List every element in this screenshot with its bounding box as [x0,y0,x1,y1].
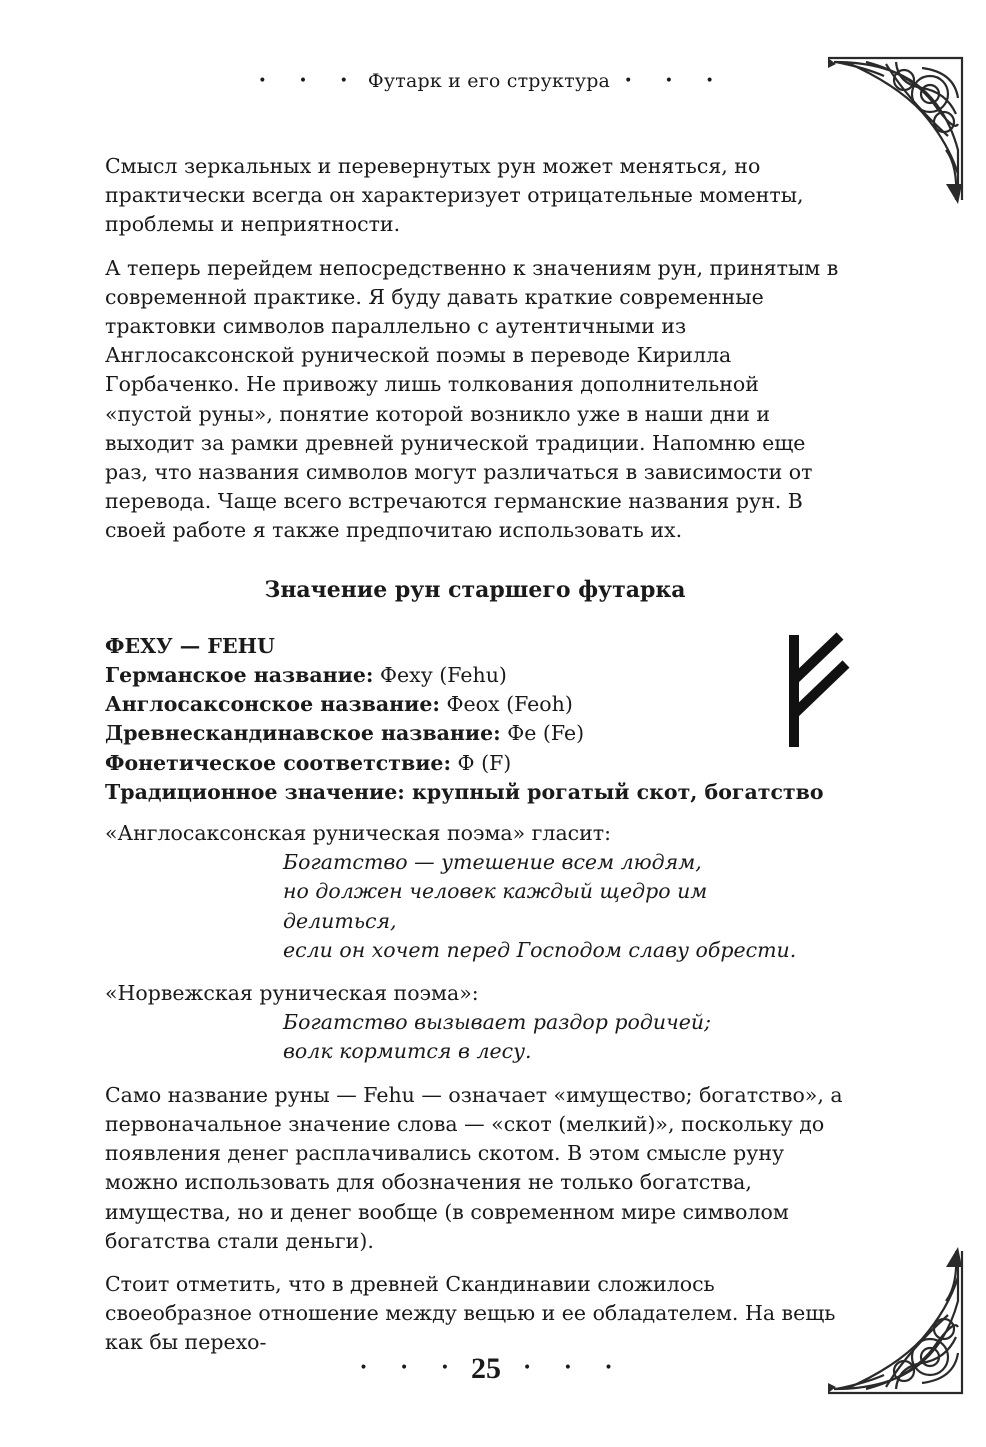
paragraph-1: Смысл зеркальных и перевернутых рун может меняться, но практически всегда он характеризует отрицательные моменты, проблемы и неприятности. [105,154,804,237]
page-content [105,152,845,1372]
rune-anglosaxon-name: Англосаксонское название: Феох (Feoh) [105,692,573,717]
rune-heading: ФЕХУ — FEHU [105,633,275,658]
rune-info-block [105,632,845,807]
anglosaxon-poem-intro: «Англосаксонская руническая поэма» гласит: [105,821,612,846]
celtic-knot-corner-top-icon [826,54,966,204]
anglosaxon-poem [283,848,845,965]
paragraph-2: А теперь перейдем непосредственно к значениям рун, принятым в современной практике. Я буду давать краткие современные трактовки символов параллельно с аутентичными из Англосаксонской рунической поэмы в переводе Кирилла Горбаченко. Не привожу лишь толкования дополнительной «пустой руны», понятие которой возникло уже в наши дни и выходит за рамки древней рунической традиции. Напомню еще раз, что названия символов могут различаться в зависимости от перевода. Чаще всего встречаются германские названия рун. В своей работе я также предпочитаю использовать их. [105,255,839,543]
rune-oldnorse-name: Древнескандинавское название: Фе (Fe) [105,721,585,746]
page-footer [0,1352,986,1386]
header-dots-left: • • • [258,73,362,89]
rune-phonetic: Фонетическое соответствие: Ф (F) [105,750,512,775]
page-number: 25 [471,1352,501,1385]
paragraph-3: Само название руны — Fehu — означает «имущество; богатство», а первоначальное значение слова — «скот (мелкий)», поскольку до появления денег расплачивались скотом. В этом смысле руну можно использовать для обозначения не только богатства, имущества, но и денег вообще (в современном мире символом богатства стали деньги). [105,1082,843,1253]
paragraph-4: Стоит отметить, что в древней Скандинавии сложилось своеобразное отношение между вещью и ее обладателем. На вещь как бы перехо- [105,1271,836,1355]
footer-dots-right: • • • [523,1360,627,1376]
rune-traditional-meaning: Традиционное значение: крупный рогатый скот, богатство [105,779,824,804]
norwegian-poem [283,1008,845,1066]
poem-line: если он хочет перед Господом славу обрести. [283,937,797,962]
poem-line: Богатство вызывает раздор родичей; [283,1010,712,1035]
poem-line: Богатство — утешение всем людям, [283,850,702,875]
poem-line: волк кормится в лесу. [283,1039,532,1064]
header-title: Футарк и его структура [367,70,611,92]
header-dots-right: • • • [624,73,728,89]
poem-line: делиться, [283,908,397,933]
rune-germanic-name: Германское название: Феху (Fehu) [105,663,507,688]
section-title: Значение рун старшего футарка [264,576,686,603]
norwegian-poem-intro: «Норвежская руническая поэма»: [105,981,479,1006]
poem-line: но должен человек каждый щедро им [283,879,708,904]
footer-dots-left: • • • [359,1360,463,1376]
fehu-rune-icon [780,632,850,758]
